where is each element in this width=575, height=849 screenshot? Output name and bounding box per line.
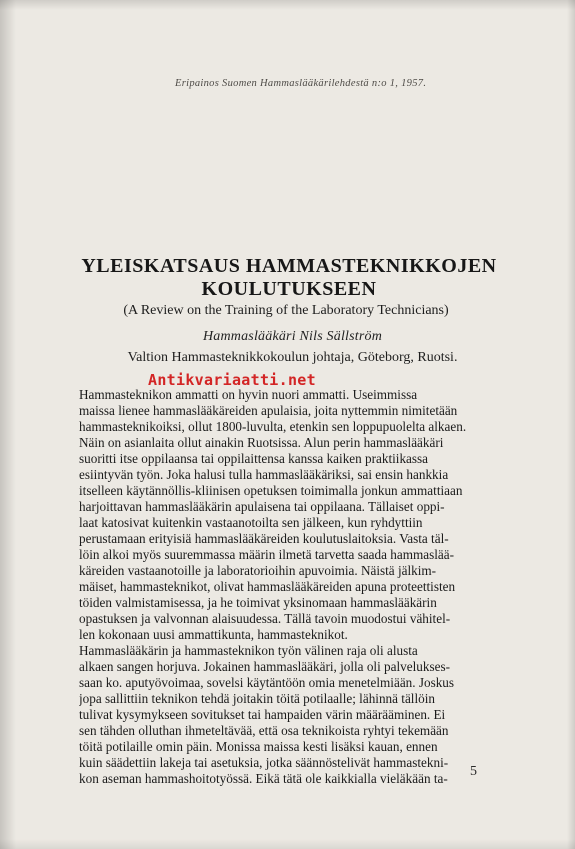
body-line-25: kon aseman hammashoitotyössä. Eikä tätä ole kaikkialla vieläkään ta-: [79, 771, 448, 786]
body-line-6: esiintyvän työn. Joka halusi tulla hammaslääkäriksi, sai ensin hankkia: [79, 467, 449, 482]
body-line-4: Näin on asianlaita ollut ainakin Ruotsissa. Alun perin hammaslääkäri: [79, 435, 444, 450]
right-page-shadow: [567, 0, 575, 849]
body-line-10: perustamaan erityisiä hammaslääkäreiden koulutuslaitoksia. Vasta täl-: [79, 531, 449, 546]
left-page-shadow: [0, 0, 16, 849]
body-line-14: töiden valmistamisessa, ja he toimivat yksinomaan hammaslääkärin: [79, 595, 437, 610]
body-line-20: jopa sallittiin teknikon tehdä joitakin töitä potilaalle; lähinnä tällöin: [79, 691, 435, 706]
body-line-3: hammasteknikoiksi, ollut 1800-luvulta, etenkin sen loppupuolelta alkaen.: [79, 419, 467, 434]
body-line-24: kuin säädettiin lakeja tai asetuksia, jotka säännöstelivät hammastekni-: [79, 755, 449, 770]
affiliation-line: Valtion Hammasteknikkokoulun johtaja, Göteborg, Ruotsi.: [127, 350, 458, 365]
body-line-13: mäiset, hammasteknikot, olivat hammaslääkäreiden apuna proteettisten: [79, 579, 456, 594]
body-line-15: opastuksen ja valvonnan alaisuudessa. Tällä tavoin muodostui vähitel-: [79, 611, 451, 626]
author-line: Hammaslääkäri Nils Sällström: [202, 329, 383, 344]
body-line-11: löin alkoi myös suuremmassa määrin ilmetä tarvetta saada hammaslää-: [79, 547, 454, 562]
page-number: 5: [470, 764, 477, 779]
body-line-19: saan ko. aputyövoimaa, sovelsi käytäntöön omia menetelmiään. Joskus: [79, 675, 455, 690]
body-line-2: maissa lienee hammaslääkäreiden apulaisia, joita nyttemmin nimitetään: [79, 403, 458, 418]
body-line-7: itselleen käytännöllis-kliinisen opetuksen toimimalla jonkun ammattiaan: [79, 483, 463, 498]
top-page-shadow: [0, 0, 575, 10]
body-line-12: käreiden vastaanotoille ja laboratorioihin apuvoimia. Näistä jälkim-: [79, 563, 437, 578]
body-line-17: Hammaslääkärin ja hammasteknikon työn välinen raja oli alusta: [79, 643, 418, 658]
body-line-18: alkaen sangen horjuva. Jokainen hammaslääkäri, jolla oli palvelukses-: [79, 659, 450, 674]
title-line-1: YLEISKATSAUS HAMMASTEKNIKKOJEN: [81, 255, 497, 277]
watermark-text: Antikvariaatti.net: [148, 371, 316, 389]
body-line-1: Hammasteknikon ammatti on hyvin nuori ammatti. Useimmissa: [79, 387, 418, 402]
body-line-22: sen tähden olluthan ihmeteltävää, että osa teknikoista ryhtyi tekemään: [79, 723, 449, 738]
body-line-8: harjoittavan hammaslääkärin apulaisena tai oppilaana. Tällaiset oppi-: [79, 499, 445, 514]
body-line-21: tulivat kysymykseen sovitukset tai hampaiden värin määrääminen. Ei: [79, 707, 446, 722]
title-line-2: KOULUTUKSEEN: [201, 278, 377, 300]
body-line-16: len kokonaan uusi ammattikunta, hammasteknikot.: [79, 627, 348, 642]
body-line-5: suoritti itse oppilaansa tai oppilaittensa kanssa kaiken praktiikassa: [79, 451, 429, 466]
body-line-9: laat katosivat kuitenkin vastaanotoilta sen jälkeen, kun ryhdyttiin: [79, 515, 423, 530]
reprint-line: Eripainos Suomen Hammaslääkärilehdestä n:o 1, 1957.: [175, 78, 427, 89]
body-line-23: töitä potilaille omin päin. Monissa maissa kesti lisäksi kauan, ennen: [79, 739, 438, 754]
bottom-page-shadow: [0, 839, 575, 849]
subtitle: (A Review on the Training of the Laboratory Technicians): [123, 303, 449, 318]
